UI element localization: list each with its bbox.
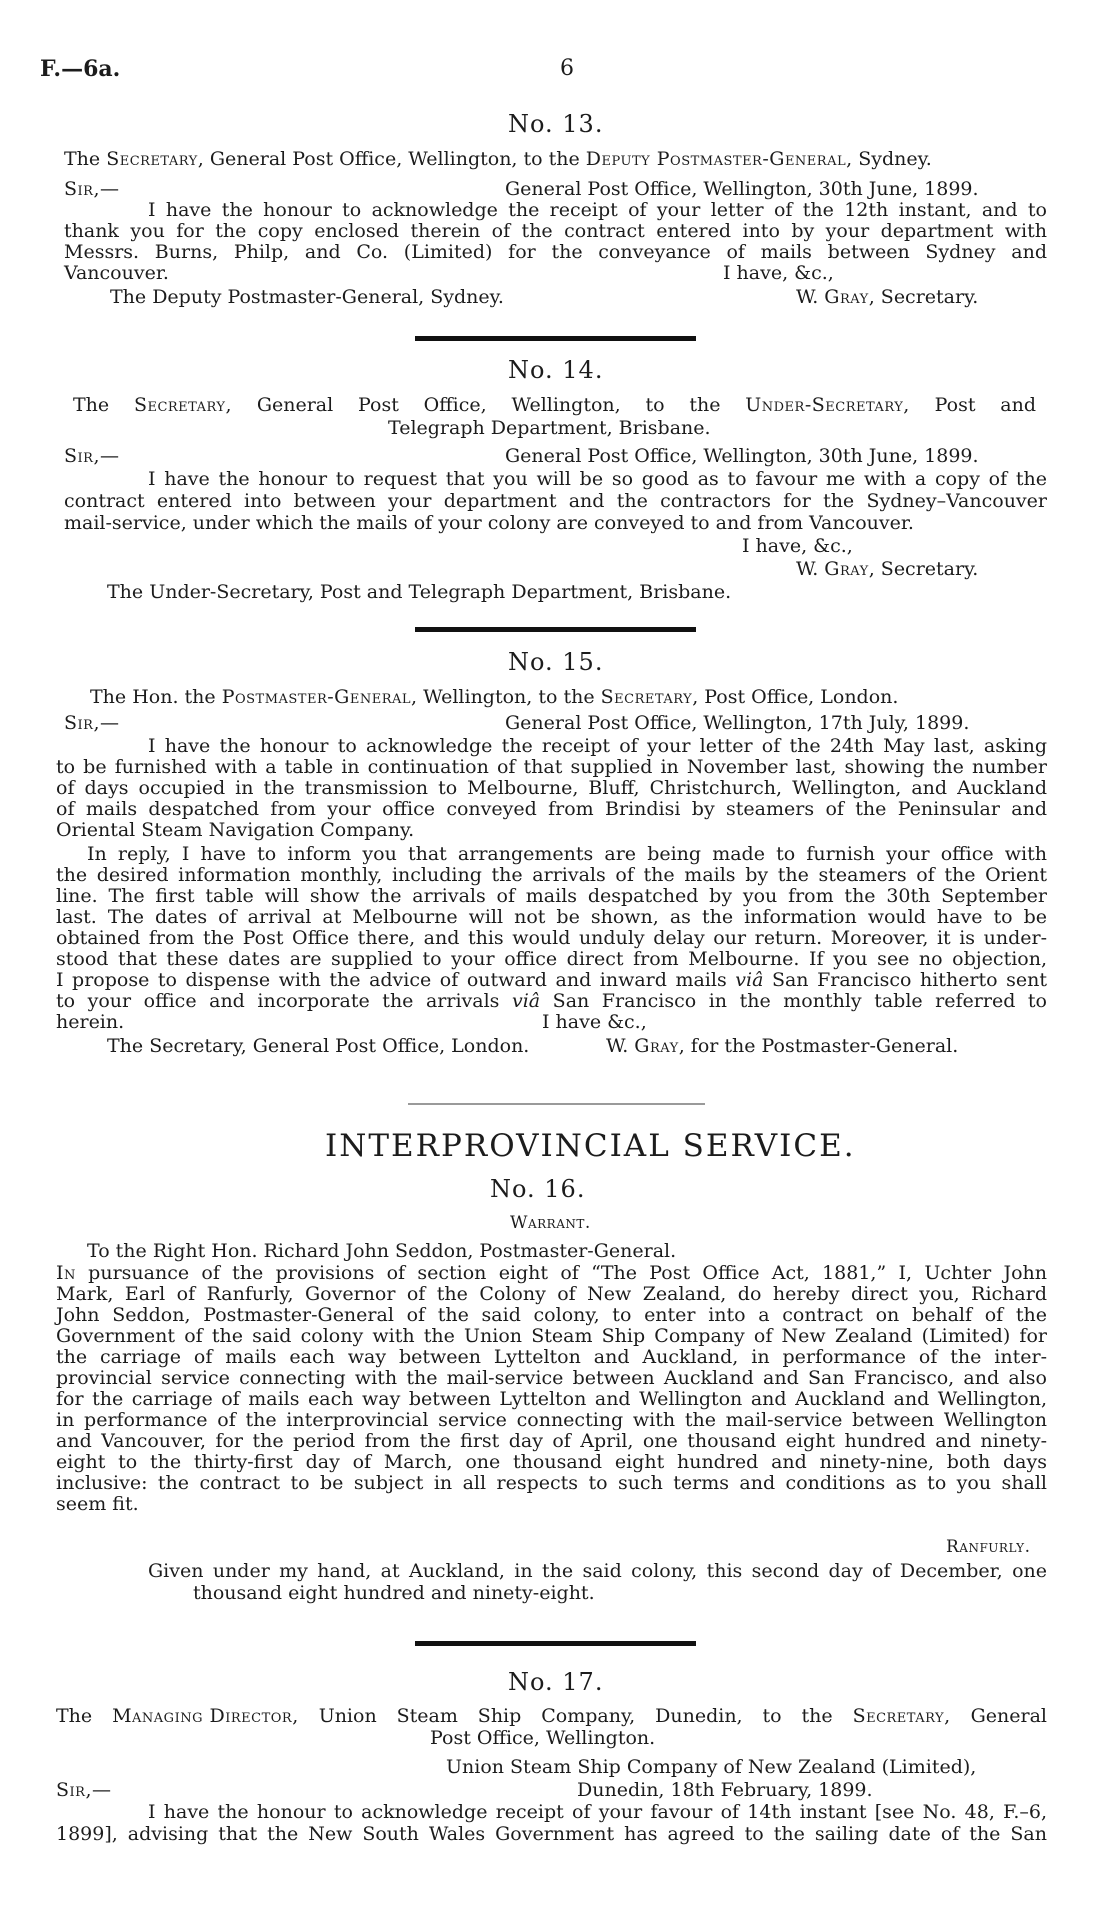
warrant-body-line: in performance of the interprovincial service connecting with the mail-service between Wellington [56,1409,1047,1431]
section-divider [415,1641,696,1646]
letter-14-addressee: The Under-Secretary, Post and Telegraph Department, Brisbane. [107,581,732,603]
letter-17-body-line: 1899], advising that the New South Wales Government has agreed to the sailing date of the San [56,1823,1047,1845]
letter-13-title: No. 13. [508,110,604,138]
letter-13-dateline: General Post Office, Wellington, 30th June, 1899. [505,178,979,200]
letter-13-addressee: The Deputy Postmaster-General, Sydney. [110,286,504,308]
warrant-body-line: and Vancouver, for the period from the first day of April, one thousand eight hundred and ninety- [56,1430,1047,1452]
warrant-given-line: Given under my hand, at Auckland, in the said colony, this second day of December, one [148,1560,1047,1582]
letter-15-closing: I have &c., [542,1011,647,1033]
section-heading: INTERPROVINCIAL SERVICE. [325,1128,856,1164]
warrant-body-line: In pursuance of the provisions of section eight of “The Post Office Act, 1881,” I, Uchter John [56,1262,1047,1284]
letter-14-from-line: Telegraph Department, Brisbane. [388,417,711,439]
warrant-body-line: provincial service connecting with the mail-service between Auckland and San Francisco, and also [56,1367,1047,1389]
letter-15-body-line: last. The dates of arrival at Melbourne will not be shown, as the information would have to be [56,906,1047,928]
page-number: 6 [560,56,574,81]
letter-15-title: No. 15. [508,648,604,676]
section-divider [408,1103,705,1105]
letter-13-from: The Secretary, General Post Office, Wellington, to the Deputy Postmaster-General, Sydney. [64,148,932,170]
letter-16-title: No. 16. [490,1175,586,1203]
letter-17-dateline: Dunedin, 18th February, 1899. [577,1779,873,1801]
letter-15-body-line: In reply, I have to inform you that arrangements are being made to furnish your office with [87,843,1047,865]
letter-17-salutation: Sir,— [56,1779,112,1801]
letter-13-body-line: I have the honour to acknowledge the receipt of your letter of the 12th instant, and to [148,199,1047,221]
letter-17-from-line: The Managing Director, Union Steam Ship Company, Dunedin, to the Secretary, General [56,1705,1047,1727]
section-divider [415,336,696,341]
letter-17-from-line: Post Office, Wellington. [430,1727,656,1749]
letter-15-body-line: I have the honour to acknowledge the receipt of your letter of the 24th May last, asking [148,735,1047,757]
letter-13-salutation: Sir,— [64,178,120,200]
letter-15-body-line: herein. [56,1011,125,1033]
letter-15-body-line: of days occupied in the transmission to Melbourne, Bluff, Christchurch, Wellington, and Auckland [56,777,1047,799]
letter-14-title: No. 14. [508,356,604,384]
letter-15-body-line: stood that these dates are supplied to your office direct from Melbourne. If you see no objection, [56,948,1047,970]
letter-14-closing: I have, &c., [742,535,853,557]
letter-14-signature: W. Gray, Secretary. [796,558,979,580]
letter-15-body-line: to be furnished with a table in continuation of that supplied in November last, showing the number [56,756,1047,778]
warrant-given-line: thousand eight hundred and ninety-eight. [193,1582,595,1604]
letter-15-salutation: Sir,— [64,712,120,734]
letter-16-addressee: To the Right Hon. Richard John Seddon, Postmaster-General. [87,1240,677,1262]
letter-14-salutation: Sir,— [64,445,120,467]
letter-13-body-line: Vancouver. [64,262,169,284]
letter-16-subtitle: Warrant. [510,1213,591,1233]
letter-15-dateline: General Post Office, Wellington, 17th July, 1899. [505,712,970,734]
warrant-body-line: eight to the thirty-first day of March, one thousand eight hundred and ninety-nine, both days [56,1451,1047,1473]
letter-15-addressee: The Secretary, General Post Office, London. [107,1035,530,1057]
warrant-signature: Ranfurly. [946,1537,1031,1557]
letter-17-address: Union Steam Ship Company of New Zealand (Limited), [446,1756,977,1778]
letter-15-body-line: of mails despatched from your office conveyed from Brindisi by steamers of the Peninsular and [56,798,1047,820]
letter-13-closing: I have, &c., [723,262,834,284]
letter-15-body-line: obtained from the Post Office there, and this would unduly delay our return. Moreover, it is under- [56,927,1047,949]
letter-14-body-line: mail-service, under which the mails of your colony are conveyed to and from Vancouver. [64,512,914,534]
letter-15-body-line: I propose to dispense with the advice of outward and inward mails viâ San Francisco hitherto sent [56,969,1047,991]
letter-14-body-line: I have the honour to request that you will be so good as to favour me with a copy of the [148,468,1047,490]
warrant-body-line: John Seddon, Postmaster-General of the said colony, to enter into a contract on behalf of the [56,1304,1047,1326]
letter-13-body-line: thank you for the copy enclosed therein of the contract entered into by your department with [64,220,1047,242]
warrant-body-line: Mark, Earl of Ranfurly, Governor of the Colony of New Zealand, do hereby direct you, Richard [56,1283,1047,1305]
letter-14-body-line: contract entered into between your department and the contractors for the Sydney–Vancouver [64,490,1047,512]
section-divider [415,627,696,632]
letter-13-signature: W. Gray, Secretary. [796,286,979,308]
letter-15-body-line: Oriental Steam Navigation Company. [56,819,415,841]
letter-13-body-line: Messrs. Burns, Philp, and Co. (Limited) for the conveyance of mails between Sydney and [64,241,1047,263]
page-ref: F.—6a. [40,56,121,82]
letter-15-body-line: line. The first table will show the arrivals of mails despatched by you from the 30th September [56,885,1047,907]
letter-15-body-line: the desired information monthly, including the arrivals of the mails by the steamers of the Orient [56,864,1047,886]
letter-17-title: No. 17. [508,1668,604,1696]
letter-17-body-line: I have the honour to acknowledge receipt of your favour of 14th instant [see No. 48, F.–6, [148,1801,1047,1823]
warrant-body-line: for the carriage of mails each way between Lyttelton and Wellington and Auckland and Wellington, [56,1388,1047,1410]
letter-15-signature: W. Gray, for the Postmaster-General. [606,1035,959,1057]
warrant-body-line: the carriage of mails each way between Lyttelton and Auckland, in performance of the inter- [56,1346,1047,1368]
warrant-body-line: seem fit. [56,1493,139,1515]
letter-15-from: The Hon. the Postmaster-General, Wellington, to the Secretary, Post Office, London. [90,686,899,708]
warrant-body-line: inclusive: the contract to be subject in all respects to such terms and conditions as to you shall [56,1472,1047,1494]
warrant-body-line: Government of the said colony with the Union Steam Ship Company of New Zealand (Limited) for [56,1325,1047,1347]
letter-14-dateline: General Post Office, Wellington, 30th June, 1899. [505,445,979,467]
letter-14-from-line: The Secretary, General Post Office, Wellington, to the Under-Secretary, Post and [73,394,1036,416]
letter-15-body-line: to your office and incorporate the arrivals viâ San Francisco in the monthly table referred to [56,990,1047,1012]
